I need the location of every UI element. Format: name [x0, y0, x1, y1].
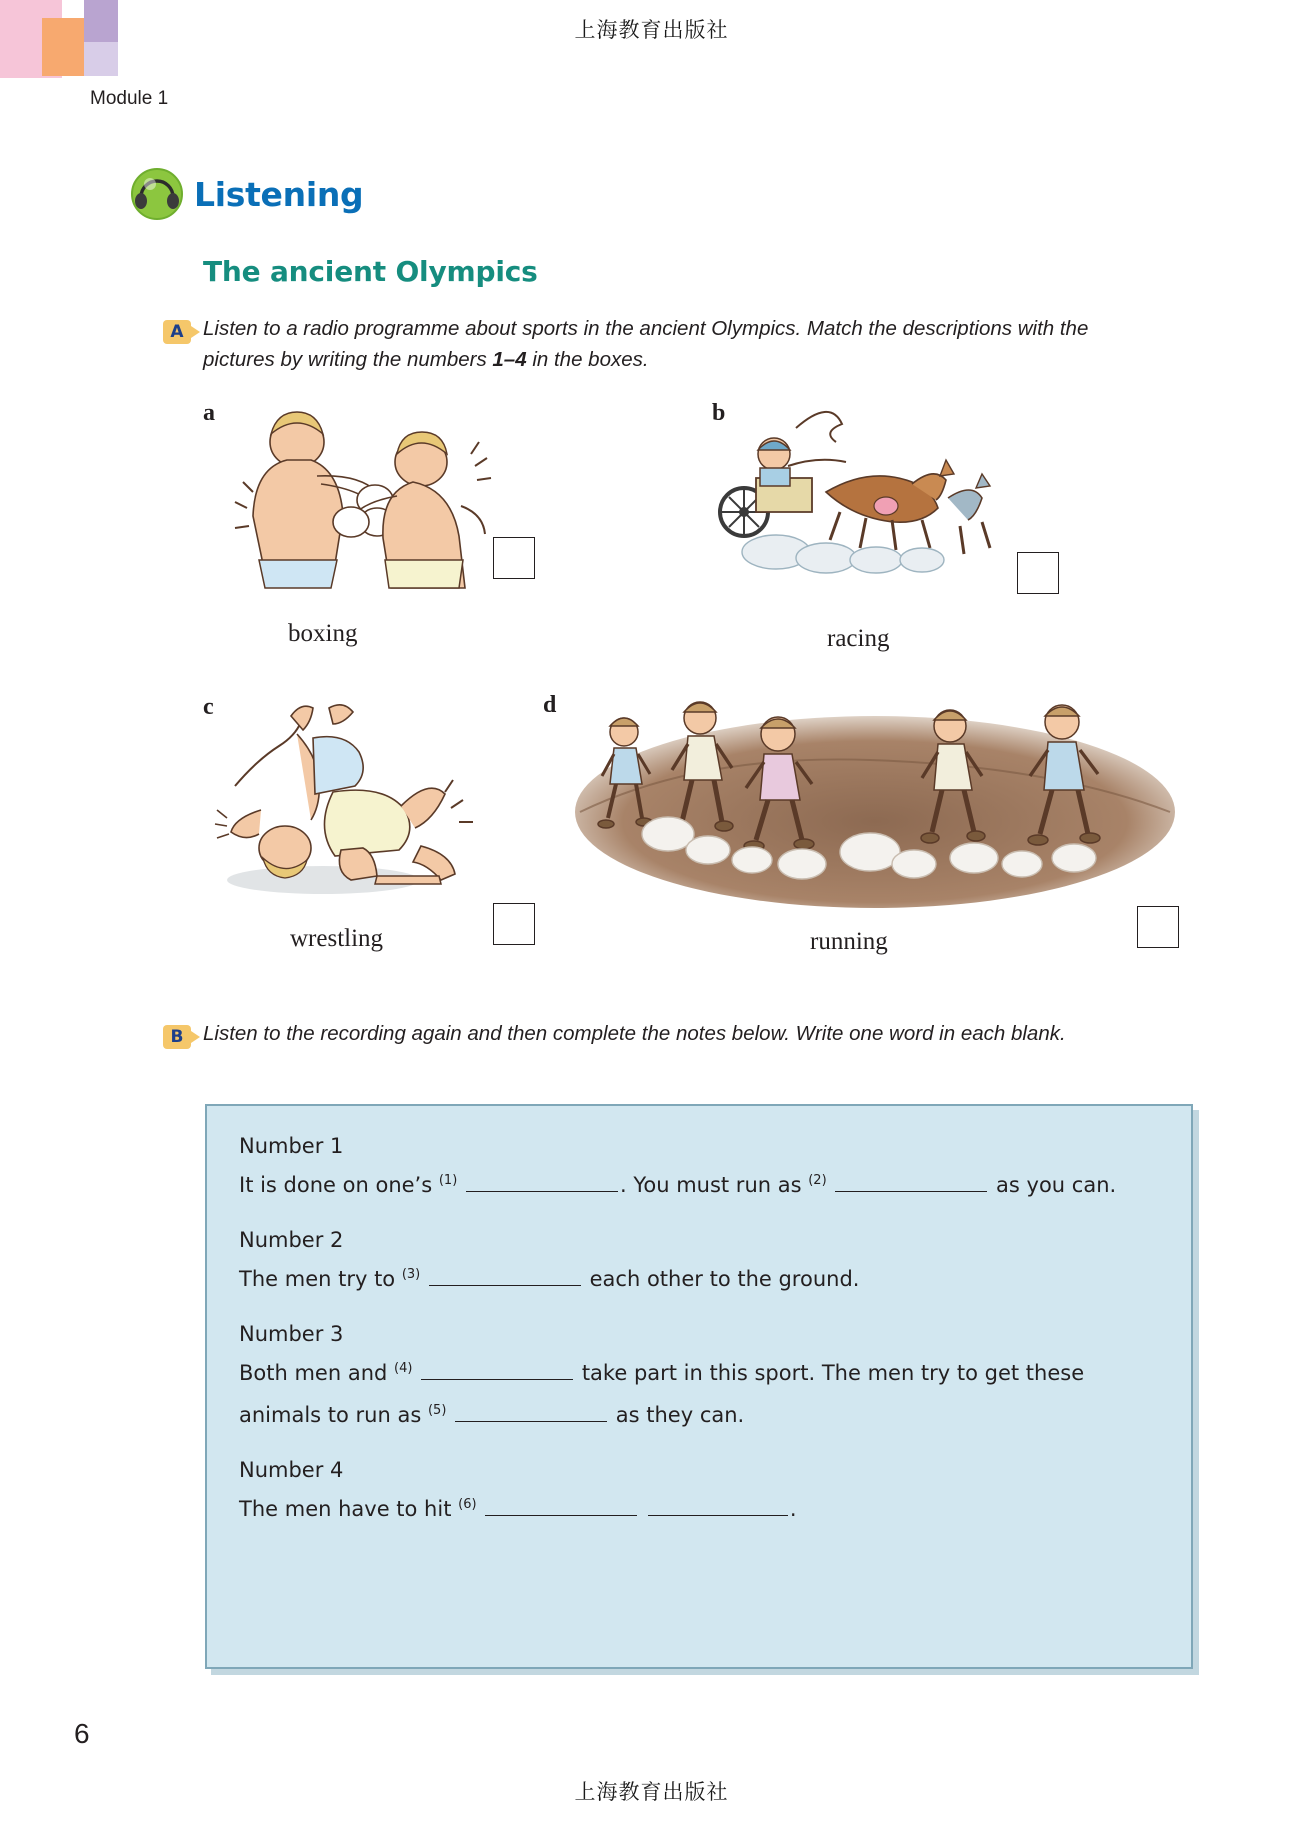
notes-content	[239, 1134, 1161, 1552]
note-1-sup-1: (1)	[438, 1173, 458, 1188]
note-1-sup-2: (2)	[808, 1173, 827, 1188]
note-line-4	[239, 1488, 1161, 1526]
module-label: Module 1	[90, 88, 169, 109]
publisher-header: 上海教育出版社	[574, 18, 729, 42]
picture-caption-d: running	[810, 928, 888, 955]
picture-letter-c: c	[203, 694, 214, 720]
note-line-3a	[239, 1352, 1161, 1390]
note-3-sup-1: (4)	[394, 1361, 413, 1376]
note-4-sup: (6)	[458, 1497, 477, 1512]
note-4-text-a: The men have to hit	[239, 1497, 452, 1521]
picture-letter-d: d	[543, 692, 557, 718]
five-runners-illustration	[570, 692, 1180, 908]
note-line-3b	[239, 1394, 1161, 1432]
task-a-range: 1–4	[492, 348, 527, 371]
note-line-2	[239, 1258, 1161, 1296]
note-2-sup: (3)	[401, 1267, 421, 1282]
listening-heading	[128, 168, 363, 220]
note-1-text-a: It is done on one’s	[239, 1173, 433, 1197]
note-1-text-c: as you can.	[996, 1173, 1117, 1197]
task-a-text-2: in the boxes.	[526, 348, 649, 371]
note-1-text-b: . You must run as	[619, 1173, 802, 1197]
listening-title: Listening	[194, 174, 364, 214]
picture-caption-c: wrestling	[290, 925, 384, 952]
blank-5[interactable]	[455, 1421, 607, 1422]
headphones-icon	[128, 168, 186, 220]
blank-6[interactable]	[485, 1515, 637, 1516]
blank-2[interactable]	[835, 1191, 987, 1192]
blank-3[interactable]	[429, 1285, 581, 1286]
task-a-instructions	[203, 313, 1133, 375]
note-4-text-end: .	[789, 1497, 797, 1521]
task-letter-b: B	[163, 1025, 191, 1049]
note-3-text-a: Both men and	[239, 1361, 388, 1385]
note-heading-4: Number 4	[239, 1458, 344, 1482]
note-line-1	[239, 1164, 1161, 1202]
note-2-text-a: The men try to	[239, 1267, 396, 1291]
chariot-racing-illustration	[716, 400, 1016, 590]
note-3-text-c: animals to run as	[239, 1403, 422, 1427]
task-a-text-1: Listen to a radio programme about sports in the ancient Olympics. Match the descriptions with the pictures by writing the numbers	[203, 317, 1089, 371]
answer-box-c[interactable]	[493, 903, 535, 945]
page-number: 6	[74, 1718, 90, 1749]
note-heading-2: Number 2	[239, 1228, 344, 1252]
answer-box-a[interactable]	[493, 537, 535, 579]
picture-letter-a: a	[203, 400, 215, 426]
blank-1[interactable]	[466, 1191, 618, 1192]
picture-letter-b: b	[712, 400, 726, 426]
task-b-instructions: Listen to the recording again and then complete the notes below. Write one word in each blank.	[203, 1022, 1066, 1045]
blank-4[interactable]	[421, 1379, 573, 1380]
note-3-text-d: as they can.	[615, 1403, 745, 1427]
note-2-text-b: each other to the ground.	[589, 1267, 860, 1291]
two-boxers-illustration	[225, 400, 495, 590]
picture-caption-b: racing	[827, 625, 890, 652]
publisher-footer: 上海教育出版社	[574, 1780, 729, 1804]
decorative-square-lilac	[84, 42, 118, 76]
two-wrestlers-illustration	[205, 700, 505, 900]
answer-box-b[interactable]	[1017, 552, 1059, 594]
notes-panel	[205, 1104, 1193, 1669]
section-title: The ancient Olympics	[203, 255, 538, 288]
note-heading-3: Number 3	[239, 1322, 344, 1346]
answer-box-d[interactable]	[1137, 906, 1179, 948]
blank-7[interactable]	[648, 1515, 788, 1516]
note-heading-1: Number 1	[239, 1134, 344, 1158]
note-3-sup-2: (5)	[427, 1403, 447, 1418]
picture-caption-a: boxing	[288, 620, 358, 647]
note-3-text-b: take part in this sport. The men try to get these	[581, 1361, 1085, 1385]
task-letter-a: A	[163, 320, 191, 344]
